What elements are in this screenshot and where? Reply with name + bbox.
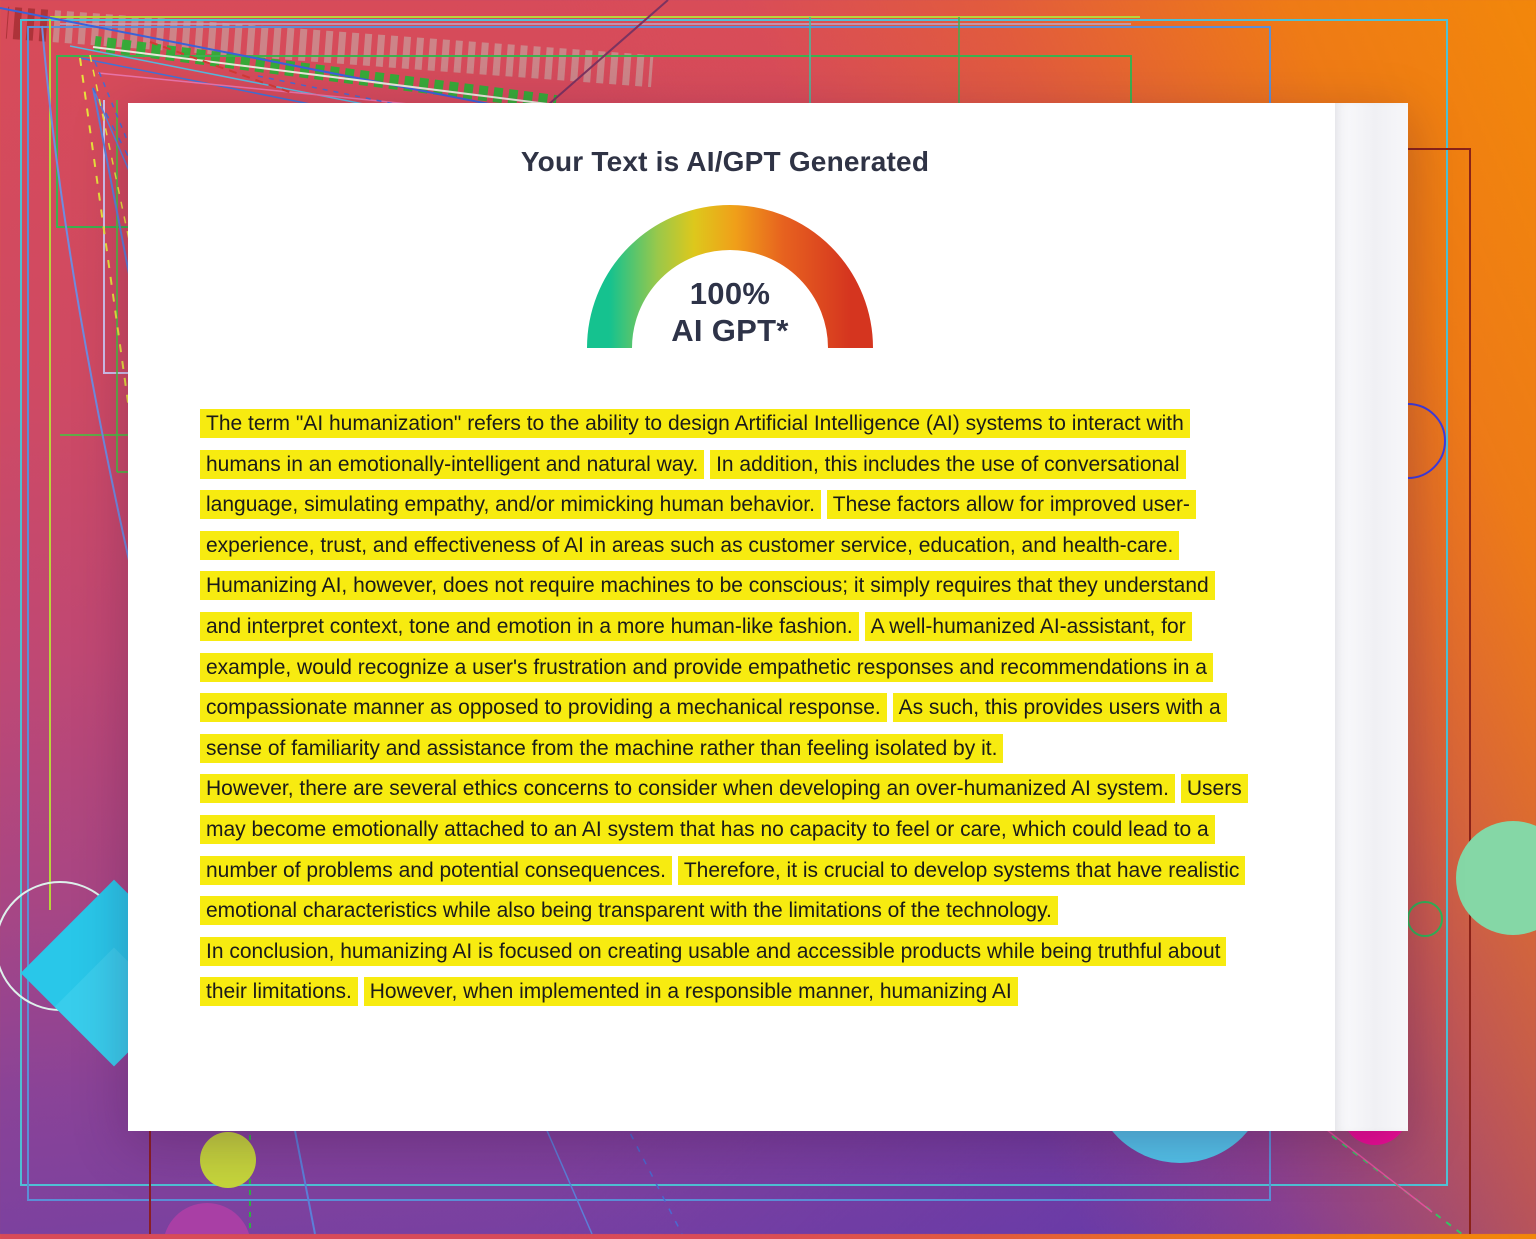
green-circle-outline bbox=[1408, 902, 1442, 936]
highlighted-sentence: Users may become emotionally attached to an AI system that has no capacity to feel or care, which could lead to a number of problems and potential consequences. bbox=[200, 774, 1248, 884]
highlighted-sentence: In addition, this includes the use of conversational language, simulating empathy, and/or mimicking human behavior. bbox=[200, 450, 1186, 520]
highlighted-sentence: A well-humanized AI-assistant, for example, would recognize a user's frustration and provide empathetic responses and recommendations in a compassionate manner as opposed to providing a mechanical response. bbox=[200, 612, 1213, 722]
gauge-readout bbox=[580, 275, 880, 349]
highlighted-sentence: However, there are several ethics concerns to consider when developing an over-humanized AI system. bbox=[200, 774, 1175, 803]
highlighted-sentence: These factors allow for improved user-experience, trust, and effectiveness of AI in areas such as customer service, education, and health-care. bbox=[200, 490, 1196, 560]
gauge-label: AI GPT* bbox=[671, 313, 789, 348]
gauge-value: 100% bbox=[689, 276, 771, 311]
mint-circle bbox=[1456, 821, 1536, 935]
paragraph bbox=[200, 932, 1246, 1013]
highlighted-sentence: However, when implemented in a responsible manner, humanizing AI bbox=[364, 977, 1018, 1006]
highlighted-sentence: As such, this provides users with a sense of familiarity and assistance from the machine rather than feeling isolated by it. bbox=[200, 693, 1227, 763]
paragraph bbox=[200, 404, 1246, 566]
paragraph bbox=[200, 566, 1246, 769]
highlighted-sentence: Humanizing AI, however, does not require machines to be conscious; it simply requires that they understand and interpret context, tone and emotion in a more human-like fashion. bbox=[200, 571, 1215, 641]
result-card bbox=[128, 103, 1408, 1131]
highlighted-sentence: The term "AI humanization" refers to the ability to design Artificial Intelligence (AI) systems to interact with humans in an emotionally-intelligent and natural way. bbox=[200, 409, 1190, 479]
paragraph bbox=[200, 769, 1246, 931]
purple-circle bbox=[163, 1203, 251, 1234]
highlighted-sentence: In conclusion, humanizing AI is focused on creating usable and accessible products while being truthful about their limitations. bbox=[200, 937, 1226, 1007]
highlighted-sentence: Therefore, it is crucial to develop systems that have realistic emotional characteristics while also being transparent with the limitations of the technology. bbox=[200, 856, 1245, 926]
result-title: Your Text is AI/GPT Generated bbox=[520, 146, 930, 177]
analyzed-text bbox=[200, 404, 1246, 1013]
corner-tick-rows bbox=[6, 7, 654, 110]
lime-circle bbox=[200, 1132, 256, 1188]
scrollbar-track[interactable] bbox=[1335, 103, 1408, 1131]
